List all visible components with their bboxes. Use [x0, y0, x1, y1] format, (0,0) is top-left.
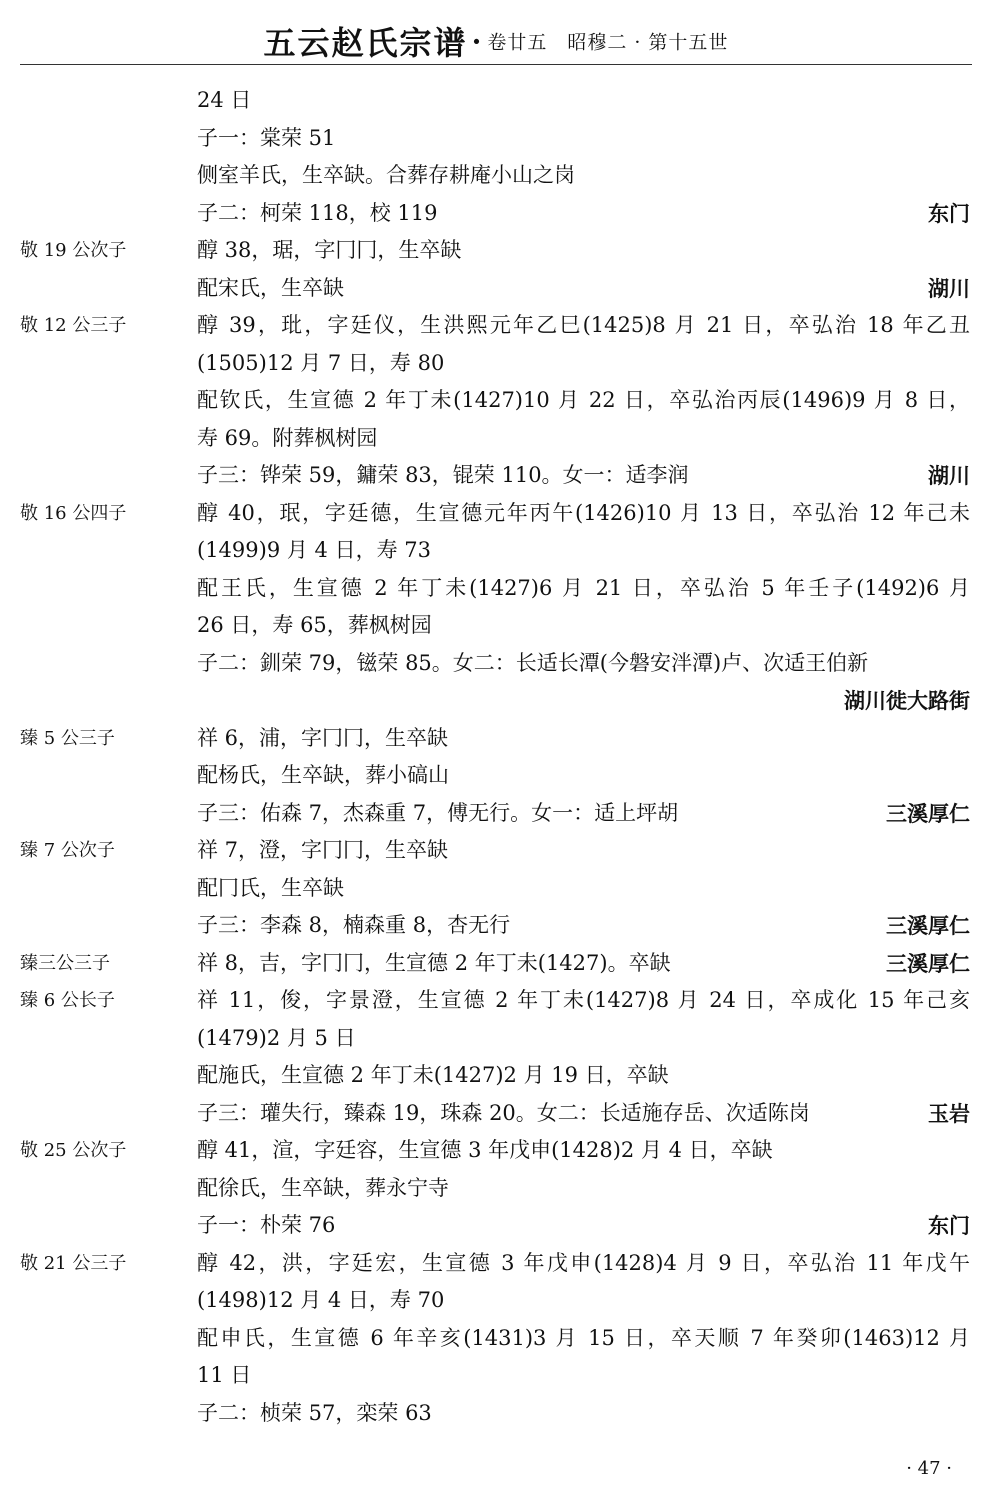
entry-text: 11 日 [197, 1363, 252, 1387]
entry-text: 子三：李森 8，楠森重 8，杏无行 [197, 913, 511, 937]
lineage-label: 敬 12 公三子 [20, 315, 127, 336]
entry-line [0, 382, 992, 420]
entry-text: 配冂氏，生卒缺 [197, 875, 344, 900]
lineage-label: 臻三公三子 [20, 952, 110, 974]
lineage-label: 敬 25 公次子 [20, 1140, 127, 1161]
entry-text: 子二：釧荣 79，镃荣 85。女二：长适长潭(今磐安泮潭)卢、次适王伯新 [197, 650, 869, 675]
entry-text: 祥 11，俊，字景澄，生宣德 2 年丁未(1427)8 月 24 日，卒成化 15 年己亥 [197, 988, 970, 1012]
entry-line [0, 1170, 992, 1208]
title-separator: · [471, 24, 482, 58]
entry-line [0, 307, 992, 345]
lineage-label: 臻 7 公次子 [20, 840, 115, 861]
entry-text: 醇 38，琚，字冂冂，生卒缺 [197, 238, 462, 262]
entry-line [0, 157, 992, 195]
entry-line [0, 1357, 992, 1395]
entry-text: 醇 41，渲，字廷容，生宣德 3 年戊申(1428)2 月 4 日，卒缺 [197, 1138, 773, 1162]
entry-line [0, 1245, 992, 1283]
entry-text: (1498)12 月 4 日，寿 70 [197, 1288, 445, 1312]
page-header [0, 18, 992, 64]
lineage-label: 敬 16 公四子 [20, 502, 127, 524]
book-title: 五云赵氏宗谱 [263, 24, 468, 62]
residence-place: 三溪厚仁 [886, 950, 970, 976]
entry-text: (1499)9 月 4 日，寿 73 [197, 538, 431, 562]
entry-text: 祥 8，吉，字冂冂，生宣德 2 年丁未(1427)。卒缺 [197, 950, 671, 975]
entry-line [0, 1132, 992, 1170]
lineage-label: 臻 6 公长子 [20, 990, 115, 1011]
entry-line [0, 570, 992, 608]
entry-text: 子三：铧荣 59，鏞荣 83，锟荣 110。女一：适李润 [197, 463, 689, 487]
entry-line [0, 832, 992, 870]
entry-line [0, 195, 992, 233]
entry-text: (1505)12 月 7 日，寿 80 [197, 350, 445, 375]
entry-line [0, 945, 992, 983]
entry-text: 祥 6，浦，字冂冂，生卒缺 [197, 725, 449, 750]
entry-line [0, 1057, 992, 1095]
entry-line [0, 1282, 992, 1320]
entry-text: 24 日 [197, 88, 252, 112]
entry-line [0, 120, 992, 158]
residence-place: 湖川 [928, 463, 970, 488]
entry-line [0, 1020, 992, 1058]
entry-text: 子二：柯荣 118，校 119 [197, 200, 438, 225]
entry-text: 配钦氏，生宣德 2 年丁未(1427)10 月 22 日，卒弘治丙辰(1496)9 月 8 日， [197, 388, 970, 412]
entry-text: 醇 39，玭，字廷仪，生洪熙元年乙巳(1425)8 月 21 日，卒弘治 18 年乙丑 [197, 313, 970, 337]
residence-place: 三溪厚仁 [886, 913, 970, 938]
entry-line [0, 645, 992, 683]
entry-line [0, 1395, 992, 1433]
entry-text: 醇 42，洪，字廷宏，生宣德 3 年戊申(1428)4 月 9 日，卒弘治 11 年戊午 [197, 1250, 970, 1275]
entry-text: 配申氏，生宣德 6 年辛亥(1431)3 月 15 日，卒天顺 7 年癸卯(1463)12 月 [197, 1325, 970, 1350]
residence-place: 东门 [928, 1213, 970, 1238]
entry-line [0, 682, 992, 720]
entry-text: 配王氏，生宣德 2 年丁未(1427)6 月 21 日，卒弘治 5 年壬子(1492)6 月 [197, 575, 970, 600]
lineage-label: 敬 21 公三子 [20, 1252, 127, 1274]
residence-place: 三溪厚仁 [886, 800, 970, 826]
entry-text: 祥 7，澄，字冂冂，生卒缺 [197, 838, 449, 862]
entry-text: 配徐氏，生卒缺，葬永宁寺 [197, 1175, 449, 1200]
entry-text: 子三：瓘失行，臻森 19，珠森 20。女二：长适施存岳、次适陈岗 [197, 1100, 810, 1125]
entry-text: 寿 69。附葬枫树园 [197, 425, 378, 450]
entry-line [0, 982, 992, 1020]
residence-place: 湖川徙大路街 [844, 688, 970, 713]
entry-line [0, 82, 992, 120]
entry-text: 子一：棠荣 51 [197, 125, 336, 150]
entry-text: 配杨氏，生卒缺，葬小碻山 [197, 763, 449, 787]
entry-text: 子二：桢荣 57，栾荣 63 [197, 1400, 432, 1425]
entry-line [0, 1320, 992, 1358]
entry-text: 子三：佑森 7，杰森重 7，傅无行。女一：适上坪胡 [197, 800, 679, 825]
entry-line [0, 270, 992, 308]
lineage-label: 臻 5 公三子 [20, 727, 115, 749]
entry-line [0, 607, 992, 645]
entry-line [0, 457, 992, 495]
genealogy-body [0, 82, 992, 1432]
entry-line [0, 757, 992, 795]
entry-line [0, 870, 992, 908]
header-rule [20, 64, 972, 65]
entry-text: (1479)2 月 5 日 [197, 1025, 356, 1050]
entry-line [0, 720, 992, 758]
entry-line [0, 795, 992, 833]
entry-line [0, 420, 992, 458]
entry-line [0, 1095, 992, 1133]
entry-line [0, 1207, 992, 1245]
residence-place: 东门 [928, 200, 970, 226]
entry-text: 子一：朴荣 76 [197, 1213, 336, 1237]
residence-place: 湖川 [928, 275, 970, 301]
lineage-label: 敬 19 公次子 [20, 240, 127, 261]
entry-text: 配施氏，生宣德 2 年丁未(1427)2 月 19 日，卒缺 [197, 1063, 669, 1087]
entry-text: 配宋氏，生卒缺 [197, 275, 344, 300]
entry-text: 侧室羊氏，生卒缺。合葬存耕庵小山之岗 [197, 163, 575, 187]
page-number: · 47 · [906, 1458, 952, 1479]
entry-line [0, 907, 992, 945]
entry-text: 26 日，寿 65，葬枫树园 [197, 613, 432, 637]
entry-line [0, 495, 992, 533]
entry-line [0, 232, 992, 270]
entry-line [0, 345, 992, 383]
volume-subtitle: 卷廿五 昭穆二 · 第十五世 [487, 31, 729, 54]
entry-text: 醇 40，珉，字廷德，生宣德元年丙午(1426)10 月 13 日，卒弘治 12 年己未 [197, 500, 970, 525]
entry-line [0, 532, 992, 570]
residence-place: 玉岩 [928, 1100, 970, 1126]
